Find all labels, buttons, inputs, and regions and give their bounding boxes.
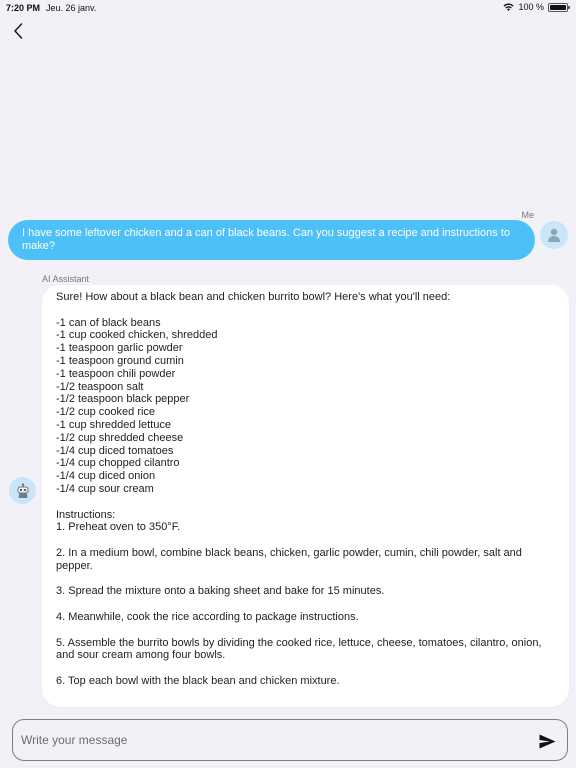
message-input[interactable] xyxy=(21,720,521,760)
ai-message-line: -1/2 cup shredded cheese xyxy=(56,431,184,444)
ai-message-line: -1/4 cup diced tomatoes xyxy=(56,444,174,457)
ai-message-spacer xyxy=(56,598,555,611)
ai-message-line: 6. Top each bowl with the black bean and chicken mixture. xyxy=(56,674,340,687)
ai-message-spacer xyxy=(56,304,555,317)
ai-message-line: Sure! How about a black bean and chicken burrito bowl? Here's what you'll need: xyxy=(56,291,451,303)
back-button[interactable] xyxy=(8,20,28,42)
send-icon xyxy=(539,734,556,749)
ai-message-line: -1/4 cup chopped cilantro xyxy=(56,457,180,470)
ai-message-line: -1 teaspoon ground cumin xyxy=(56,354,184,367)
ai-message-line: 2. In a medium bowl, combine black beans, chicken, garlic powder, cumin, chili powder, salt and pepper. xyxy=(56,546,522,572)
ai-message-spacer xyxy=(56,534,555,547)
ai-message-line: -1 teaspoon chili powder xyxy=(56,367,176,380)
status-date: Jeu. 26 janv. xyxy=(46,3,97,13)
user-message-text: I have some leftover chicken and a can of black beans. Can you suggest a recipe and instructions to make? xyxy=(22,227,510,252)
ai-message-line: 3. Spread the mixture onto a baking sheet and bake for 15 minutes. xyxy=(56,585,385,598)
ai-message-spacer xyxy=(56,624,555,637)
ai-message-spacer xyxy=(56,662,555,675)
ai-sender-label: AI Assistant xyxy=(42,274,90,284)
user-message-bubble xyxy=(8,220,535,260)
ai-message-line: -1 cup cooked chicken, shredded xyxy=(56,329,218,342)
status-indicators xyxy=(503,2,568,12)
status-bar xyxy=(0,0,576,16)
ai-message-line: -1/2 teaspoon salt xyxy=(56,380,144,393)
ai-message-line: -1/4 cup sour cream xyxy=(56,482,154,495)
ai-message-line: 5. Assemble the burrito bowls by dividing the cooked rice, lettuce, cheese, tomatoes, cilantro, onion, and sour cream among four bowls. xyxy=(56,636,542,662)
ai-message-line: 4. Meanwhile, cook the rice according to package instructions. xyxy=(56,610,359,623)
chevron-left-icon xyxy=(12,22,24,40)
user-sender-label: Me xyxy=(521,210,534,220)
ai-message-line: -1/2 cup cooked rice xyxy=(56,406,156,419)
ai-message-line: -1/4 cup diced onion xyxy=(56,470,156,483)
battery-fill xyxy=(550,5,566,10)
wifi-icon xyxy=(503,3,514,12)
ai-message-line: Instructions: xyxy=(56,508,116,521)
message-composer xyxy=(12,719,568,761)
ai-message-line: -1 cup shredded lettuce xyxy=(56,418,171,431)
ai-message-line: -1/2 teaspoon black pepper xyxy=(56,393,190,406)
person-icon xyxy=(546,227,562,243)
send-button[interactable] xyxy=(537,731,557,751)
robot-icon xyxy=(15,483,31,499)
ai-message-spacer xyxy=(56,573,555,586)
user-avatar xyxy=(540,221,568,249)
ai-message-line: -1 teaspoon garlic powder xyxy=(56,342,183,355)
ai-message-line: -1 can of black beans xyxy=(56,316,161,329)
ai-message-spacer xyxy=(56,496,555,509)
ai-message-bubble xyxy=(42,285,569,707)
ai-message-line: 1. Preheat oven to 350°F. xyxy=(56,521,181,534)
status-time: 7:20 PM xyxy=(6,3,41,13)
battery-percentage: 100 % xyxy=(518,2,544,12)
battery-icon xyxy=(548,3,568,12)
ai-avatar xyxy=(9,477,36,504)
